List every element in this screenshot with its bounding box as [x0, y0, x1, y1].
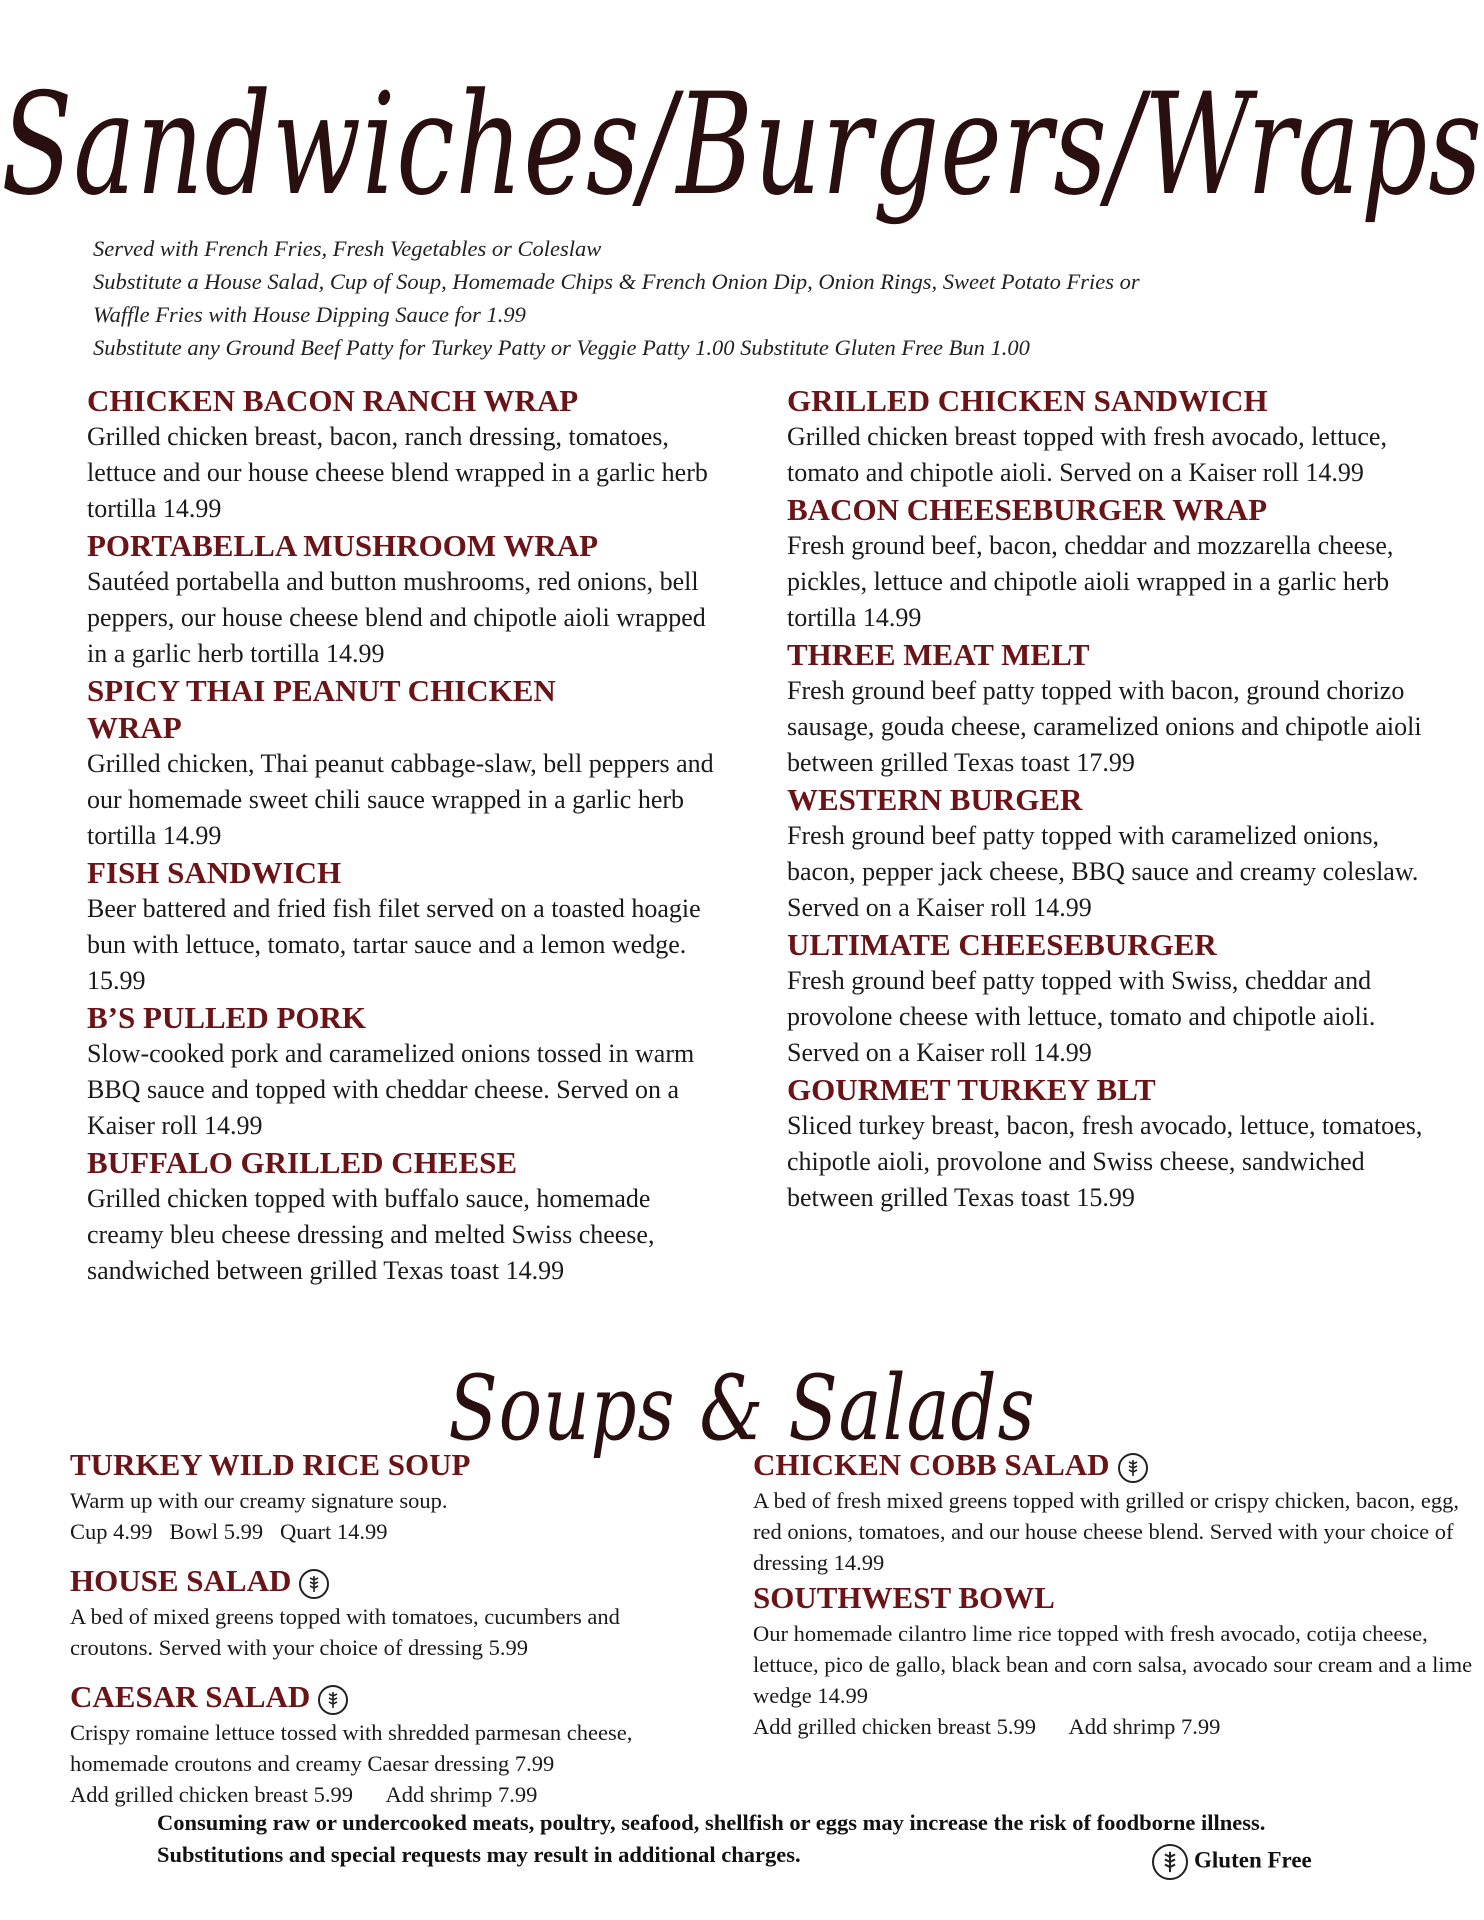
item-description: Fresh ground beef patty topped with Swiss, cheddar and provolone cheese with lettuce, tomato and chipotle aioli. Served on a Kaiser roll 14.99 [787, 966, 1376, 1067]
item-heading [70, 1677, 730, 1717]
item-name: PORTABELLA MUSHROOM WRAP [87, 528, 599, 563]
item-name: GRILLED CHICKEN SANDWICH [787, 383, 1268, 418]
item-name: CAESAR SALAD [70, 1679, 311, 1714]
menu-item [70, 1677, 730, 1810]
gluten-free-icon [1118, 1453, 1148, 1483]
intro-line: Substitute a House Salad, Cup of Soup, Homemade Chips & French Onion Dip, Onion Rings, Sweet Potato Fries or [93, 269, 1140, 294]
item-description: A bed of fresh mixed greens topped with grilled or crispy chicken, bacon, egg, red onions, tomatoes, and our house cheese blend. Served with your choice of dressing 14.99 [753, 1488, 1460, 1575]
menu-item [70, 1445, 730, 1547]
menu-item [787, 926, 1447, 1071]
gluten-free-icon [299, 1569, 329, 1599]
item-name: SOUTHWEST BOWL [753, 1580, 1055, 1615]
intro-line: Substitute any Ground Beef Patty for Turkey Patty or Veggie Patty 1.00 Substitute Gluten Free Bun 1.00 [93, 335, 1030, 360]
item-name: TURKEY WILD RICE SOUP [70, 1447, 471, 1482]
soups-left-column [70, 1445, 730, 1810]
menu-item [787, 491, 1447, 636]
right-menu-column [787, 382, 1447, 1216]
menu-item [87, 854, 727, 999]
item-prices: Cup 4.99 Bowl 5.99 Quart 14.99 [70, 1519, 388, 1544]
menu-item [787, 382, 1447, 491]
intro-notes [93, 232, 1423, 364]
item-name: SPICY THAI PEANUT CHICKEN WRAP [87, 673, 556, 745]
salads-right-column [753, 1445, 1473, 1742]
item-name: BUFFALO GRILLED CHEESE [87, 1145, 518, 1180]
menu-item [87, 382, 727, 527]
item-description: Sautéed portabella and button mushrooms, red onions, bell peppers, our house cheese blend and chipotle aioli wrapped in a garlic herb tortilla 14.99 [87, 567, 706, 668]
item-name: B’S PULLED PORK [87, 1000, 367, 1035]
item-description: Our homemade cilantro lime rice topped with fresh avocado, cotija cheese, lettuce, pico de gallo, black bean and corn salsa, avocado sour cream and a lime wedge 14.99 [753, 1621, 1473, 1708]
item-addons: Add grilled chicken breast 5.99 Add shrimp 7.99 [70, 1782, 538, 1807]
menu-item [70, 1561, 730, 1663]
item-name: HOUSE SALAD [70, 1563, 292, 1598]
item-name: GOURMET TURKEY BLT [787, 1072, 1156, 1107]
item-name: ULTIMATE CHEESEBURGER [787, 927, 1217, 962]
item-description: Fresh ground beef patty topped with caramelized onions, bacon, pepper jack cheese, BBQ sauce and creamy coleslaw. Served on a Kaiser roll 14.99 [787, 821, 1419, 922]
menu-item [787, 781, 1447, 926]
menu-item [787, 1071, 1447, 1216]
item-description: Grilled chicken, Thai peanut cabbage-slaw, bell peppers and our homemade sweet chili sauce wrapped in a garlic herb tortilla 14.99 [87, 749, 714, 850]
item-name: CHICKEN BACON RANCH WRAP [87, 383, 579, 418]
item-description: Crispy romaine lettuce tossed with shredded parmesan cheese, homemade croutons and creamy Caesar dressing 7.99 [70, 1720, 633, 1776]
menu-item [753, 1445, 1473, 1578]
item-description: Sliced turkey breast, bacon, fresh avocado, lettuce, tomatoes, chipotle aioli, provolone and Swiss cheese, sandwiched between grilled Texas toast 15.99 [787, 1111, 1423, 1212]
intro-line: Waffle Fries with House Dipping Sauce for 1.99 [93, 302, 526, 327]
item-description: Fresh ground beef, bacon, cheddar and mozzarella cheese, pickles, lettuce and chipotle aioli wrapped in a garlic herb tortilla 14.99 [787, 531, 1394, 632]
item-description: Grilled chicken breast, bacon, ranch dressing, tomatoes, lettuce and our house cheese blend wrapped in a garlic herb tortilla 14.99 [87, 422, 708, 523]
item-description: A bed of mixed greens topped with tomatoes, cucumbers and croutons. Served with your choice of dressing 5.99 [70, 1604, 620, 1660]
item-name: BACON CHEESEBURGER WRAP [787, 492, 1268, 527]
item-name: FISH SANDWICH [87, 855, 342, 890]
item-description: Warm up with our creamy signature soup. [70, 1488, 448, 1513]
item-name: CHICKEN COBB SALAD [753, 1447, 1110, 1482]
menu-item [787, 636, 1447, 781]
item-description: Grilled chicken topped with buffalo sauce, homemade creamy bleu cheese dressing and melted Swiss cheese, sandwiched between grilled Texas toast 14.99 [87, 1184, 655, 1285]
item-description: Beer battered and fried fish filet served on a toasted hoagie bun with lettuce, tomato, tartar sauce and a lemon wedge. 15.99 [87, 894, 701, 995]
page-title: Sandwiches/Burgers/Wraps [1, 62, 1483, 227]
item-heading [70, 1561, 730, 1601]
intro-line: Served with French Fries, Fresh Vegetables or Coleslaw [93, 236, 602, 261]
menu-item [753, 1578, 1473, 1742]
item-name: THREE MEAT MELT [787, 637, 1090, 672]
menu-item [87, 527, 727, 672]
legend-label: Gluten Free [1194, 1847, 1312, 1873]
left-menu-column [87, 382, 727, 1289]
item-description: Fresh ground beef patty topped with bacon, ground chorizo sausage, gouda cheese, caramelized onions and chipotle aioli between grilled Texas toast 17.99 [787, 676, 1422, 777]
gluten-free-legend [1152, 1844, 1312, 1880]
item-heading [753, 1445, 1473, 1485]
menu-item [87, 672, 727, 854]
section-title-soups-salads: Soups & Salads [448, 1355, 1036, 1460]
food-safety-disclaimer: Consuming raw or undercooked meats, poultry, seafood, shellfish or eggs may increase the risk of foodborne illness. Substitutions and special requests may result in additional charges. [157, 1810, 1266, 1867]
item-addons: Add grilled chicken breast 5.99 Add shrimp 7.99 [753, 1714, 1221, 1739]
item-description: Grilled chicken breast topped with fresh avocado, lettuce, tomato and chipotle aioli. Served on a Kaiser roll 14.99 [787, 422, 1387, 487]
menu-item [87, 1144, 727, 1289]
gluten-free-icon [318, 1685, 348, 1715]
item-name: WESTERN BURGER [787, 782, 1083, 817]
gluten-free-icon [1152, 1844, 1188, 1880]
item-description: Slow-cooked pork and caramelized onions tossed in warm BBQ sauce and topped with cheddar cheese. Served on a Kaiser roll 14.99 [87, 1039, 695, 1140]
menu-item [87, 999, 727, 1144]
